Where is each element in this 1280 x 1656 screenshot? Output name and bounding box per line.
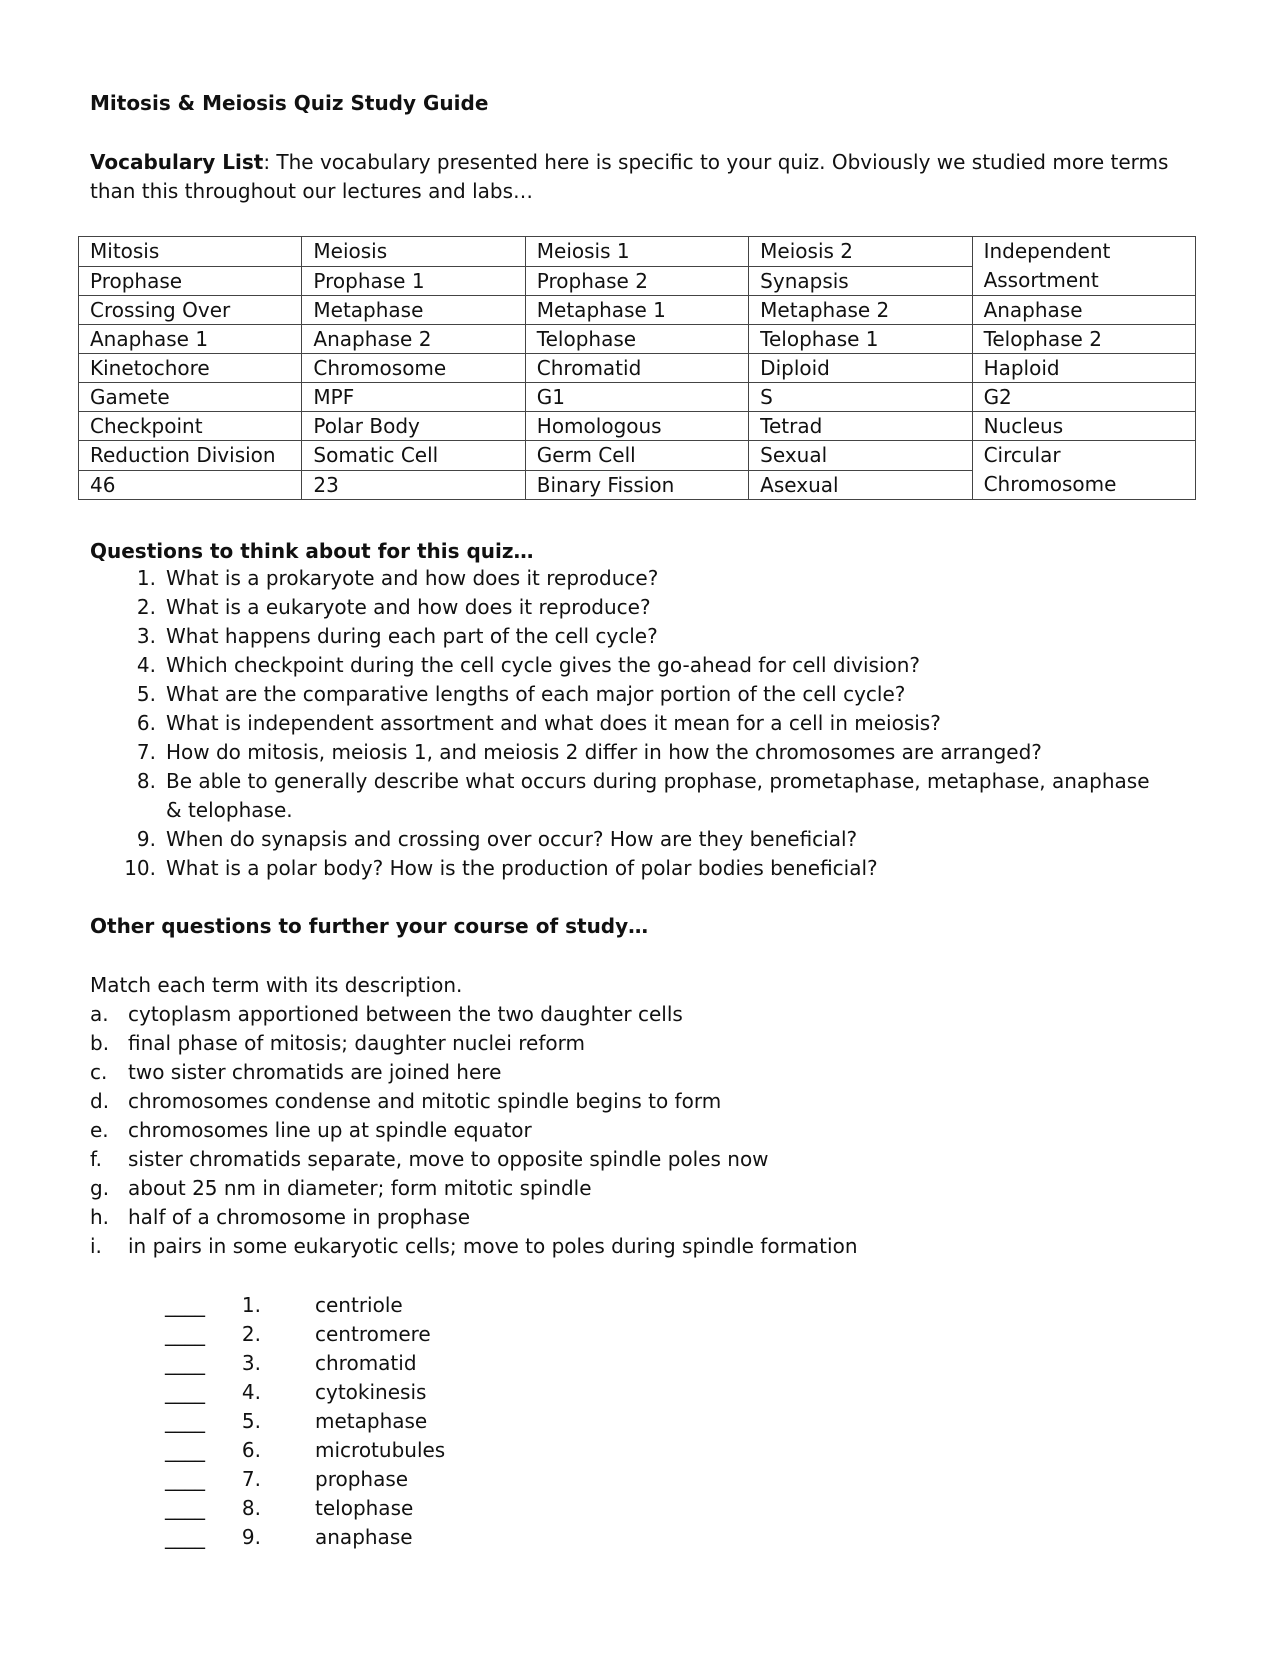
table-cell: Telophase 2: [972, 325, 1195, 354]
question-text: What happens during each part of the cell cycle?: [166, 624, 658, 648]
term-text: chromatid: [315, 1351, 417, 1375]
table-cell: Telophase: [525, 325, 748, 354]
list-item: [120, 854, 1150, 883]
table-cell: Crossing Over: [79, 296, 302, 325]
page-title: Mitosis & Meiosis Quiz Study Guide: [90, 91, 489, 115]
table-row: [79, 237, 1196, 267]
term-number: 7.: [241, 1467, 261, 1491]
quiz-questions-list: [120, 564, 1150, 883]
question-number: 2.: [136, 595, 156, 619]
list-item: [165, 1378, 565, 1407]
answer-blank[interactable]: ____: [165, 1467, 205, 1491]
description-letter: g.: [90, 1176, 110, 1200]
table-cell: Synapsis: [749, 266, 972, 296]
list-item: [165, 1465, 565, 1494]
question-number: 10.: [124, 856, 156, 880]
table-cell: Tetrad: [749, 412, 972, 441]
list-item: [120, 709, 1150, 738]
table-cell: G2: [972, 383, 1195, 412]
term-number: 2.: [241, 1322, 261, 1346]
list-item: [165, 1291, 565, 1320]
list-item: [90, 1145, 858, 1174]
list-item: [120, 622, 1150, 651]
list-item: [90, 1029, 858, 1058]
list-item: [165, 1349, 565, 1378]
list-item: [120, 564, 1150, 593]
table-cell: Binary Fission: [525, 470, 748, 500]
matching-instructions: Match each term with its description.: [90, 973, 463, 997]
table-cell: Prophase: [79, 266, 302, 296]
term-text: prophase: [315, 1467, 409, 1491]
table-cell: Germ Cell: [525, 441, 748, 471]
table-row: [79, 296, 1196, 325]
table-cell: Metaphase 1: [525, 296, 748, 325]
table-cell: Diploid: [749, 354, 972, 383]
description-letter: c.: [90, 1060, 108, 1084]
table-cell: Mitosis: [79, 237, 302, 267]
table-row: [79, 441, 1196, 471]
term-text: telophase: [315, 1496, 414, 1520]
question-text: Be able to generally describe what occurs during prophase, prometaphase, metaphase, anaphase & telophase.: [166, 769, 1150, 822]
table-cell: Meiosis 2: [749, 237, 972, 267]
description-text: chromosomes line up at spindle equator: [128, 1118, 532, 1142]
table-cell: Gamete: [79, 383, 302, 412]
table-cell: S: [749, 383, 972, 412]
table-cell: 23: [302, 470, 525, 500]
table-cell: Nucleus: [972, 412, 1195, 441]
term-number: 1.: [241, 1293, 261, 1317]
table-cell: Chromatid: [525, 354, 748, 383]
description-text: cytoplasm apportioned between the two daughter cells: [128, 1002, 683, 1026]
description-text: in pairs in some eukaryotic cells; move to poles during spindle formation: [128, 1234, 858, 1258]
answer-blank[interactable]: ____: [165, 1380, 205, 1404]
question-text: What is independent assortment and what does it mean for a cell in meiosis?: [166, 711, 941, 735]
list-item: [165, 1407, 565, 1436]
table-cell: Somatic Cell: [302, 441, 525, 471]
table-cell: Metaphase 2: [749, 296, 972, 325]
term-text: centriole: [315, 1293, 403, 1317]
question-number: 6.: [136, 711, 156, 735]
table-cell: Haploid: [972, 354, 1195, 383]
list-item: [90, 1232, 858, 1261]
table-cell: Anaphase: [972, 296, 1195, 325]
list-item: [165, 1494, 565, 1523]
vocabulary-intro: [90, 148, 1205, 206]
answer-blank[interactable]: ____: [165, 1438, 205, 1462]
questions-heading: Questions to think about for this quiz…: [90, 539, 534, 563]
list-item: [165, 1320, 565, 1349]
list-item: [120, 767, 1150, 825]
vocabulary-table: [78, 236, 1196, 500]
question-number: 5.: [136, 682, 156, 706]
description-letter: b.: [90, 1031, 110, 1055]
list-item: [90, 1087, 858, 1116]
list-item: [90, 1174, 858, 1203]
question-number: 7.: [136, 740, 156, 764]
answer-blank[interactable]: ____: [165, 1496, 205, 1520]
question-text: What is a eukaryote and how does it reproduce?: [166, 595, 651, 619]
term-number: 5.: [241, 1409, 261, 1433]
answer-blank[interactable]: ____: [165, 1525, 205, 1549]
description-text: two sister chromatids are joined here: [128, 1060, 502, 1084]
table-row: [79, 325, 1196, 354]
term-text: anaphase: [315, 1525, 413, 1549]
vocabulary-label: Vocabulary List: [90, 150, 264, 174]
terms-list: [165, 1291, 565, 1552]
table-cell: Metaphase: [302, 296, 525, 325]
list-item: [120, 651, 1150, 680]
question-text: What is a prokaryote and how does it reproduce?: [166, 566, 659, 590]
table-cell: Meiosis 1: [525, 237, 748, 267]
table-cell: 46: [79, 470, 302, 500]
list-item: [90, 1058, 858, 1087]
question-number: 1.: [136, 566, 156, 590]
table-cell-merged: Circular Chromosome: [972, 441, 1195, 500]
list-item: [165, 1436, 565, 1465]
table-cell: Reduction Division: [79, 441, 302, 471]
description-text: half of a chromosome in prophase: [128, 1205, 471, 1229]
table-cell: Prophase 2: [525, 266, 748, 296]
term-number: 8.: [241, 1496, 261, 1520]
table-cell: Sexual: [749, 441, 972, 471]
table-cell: Polar Body: [302, 412, 525, 441]
term-text: centromere: [315, 1322, 431, 1346]
table-row: [79, 383, 1196, 412]
description-letter: i.: [90, 1234, 102, 1258]
list-item: [120, 825, 1150, 854]
description-letter: a.: [90, 1002, 109, 1026]
term-number: 4.: [241, 1380, 261, 1404]
table-cell: Anaphase 1: [79, 325, 302, 354]
descriptions-list: [90, 1000, 858, 1261]
table-cell: Kinetochore: [79, 354, 302, 383]
description-letter: d.: [90, 1089, 110, 1113]
table-row: [79, 354, 1196, 383]
question-number: 9.: [136, 827, 156, 851]
term-number: 6.: [241, 1438, 261, 1462]
question-text: When do synapsis and crossing over occur? How are they beneficial?: [166, 827, 858, 851]
table-cell: MPF: [302, 383, 525, 412]
table-cell: Anaphase 2: [302, 325, 525, 354]
answer-blank[interactable]: ____: [165, 1351, 205, 1375]
term-text: cytokinesis: [315, 1380, 427, 1404]
list-item: [90, 1203, 858, 1232]
table-cell: Chromosome: [302, 354, 525, 383]
description-letter: e.: [90, 1118, 109, 1142]
list-item: [120, 680, 1150, 709]
table-cell: Telophase 1: [749, 325, 972, 354]
table-cell: Prophase 1: [302, 266, 525, 296]
table-cell-merged: Independent Assortment: [972, 237, 1195, 296]
table-row: [79, 412, 1196, 441]
term-text: microtubules: [315, 1438, 446, 1462]
term-number: 9.: [241, 1525, 261, 1549]
description-letter: f.: [90, 1147, 102, 1171]
description-letter: h.: [90, 1205, 110, 1229]
question-number: 3.: [136, 624, 156, 648]
list-item: [90, 1000, 858, 1029]
answer-blank[interactable]: ____: [165, 1322, 205, 1346]
term-text: metaphase: [315, 1409, 428, 1433]
question-text: What are the comparative lengths of each major portion of the cell cycle?: [166, 682, 906, 706]
question-number: 8.: [136, 769, 156, 793]
table-cell: G1: [525, 383, 748, 412]
list-item: [165, 1523, 565, 1552]
question-text: Which checkpoint during the cell cycle gives the go-ahead for cell division?: [166, 653, 921, 677]
question-text: What is a polar body? How is the production of polar bodies beneficial?: [166, 856, 878, 880]
list-item: [90, 1116, 858, 1145]
other-questions-heading: Other questions to further your course of study…: [90, 914, 649, 938]
question-number: 4.: [136, 653, 156, 677]
description-text: sister chromatids separate, move to opposite spindle poles now: [128, 1147, 769, 1171]
vocabulary-intro-text: : The vocabulary presented here is specific to your quiz. Obviously we studied more terms than this throughout our lectures and labs…: [90, 150, 1169, 203]
list-item: [120, 593, 1150, 622]
table-cell: Homologous: [525, 412, 748, 441]
list-item: [120, 738, 1150, 767]
term-number: 3.: [241, 1351, 261, 1375]
description-text: about 25 nm in diameter; form mitotic spindle: [128, 1176, 592, 1200]
question-text: How do mitosis, meiosis 1, and meiosis 2 differ in how the chromosomes are arranged?: [166, 740, 1042, 764]
table-cell: Meiosis: [302, 237, 525, 267]
table-cell: Asexual: [749, 470, 972, 500]
answer-blank[interactable]: ____: [165, 1409, 205, 1433]
description-text: chromosomes condense and mitotic spindle begins to form: [128, 1089, 722, 1113]
description-text: final phase of mitosis; daughter nuclei reform: [128, 1031, 585, 1055]
answer-blank[interactable]: ____: [165, 1293, 205, 1317]
table-cell: Checkpoint: [79, 412, 302, 441]
